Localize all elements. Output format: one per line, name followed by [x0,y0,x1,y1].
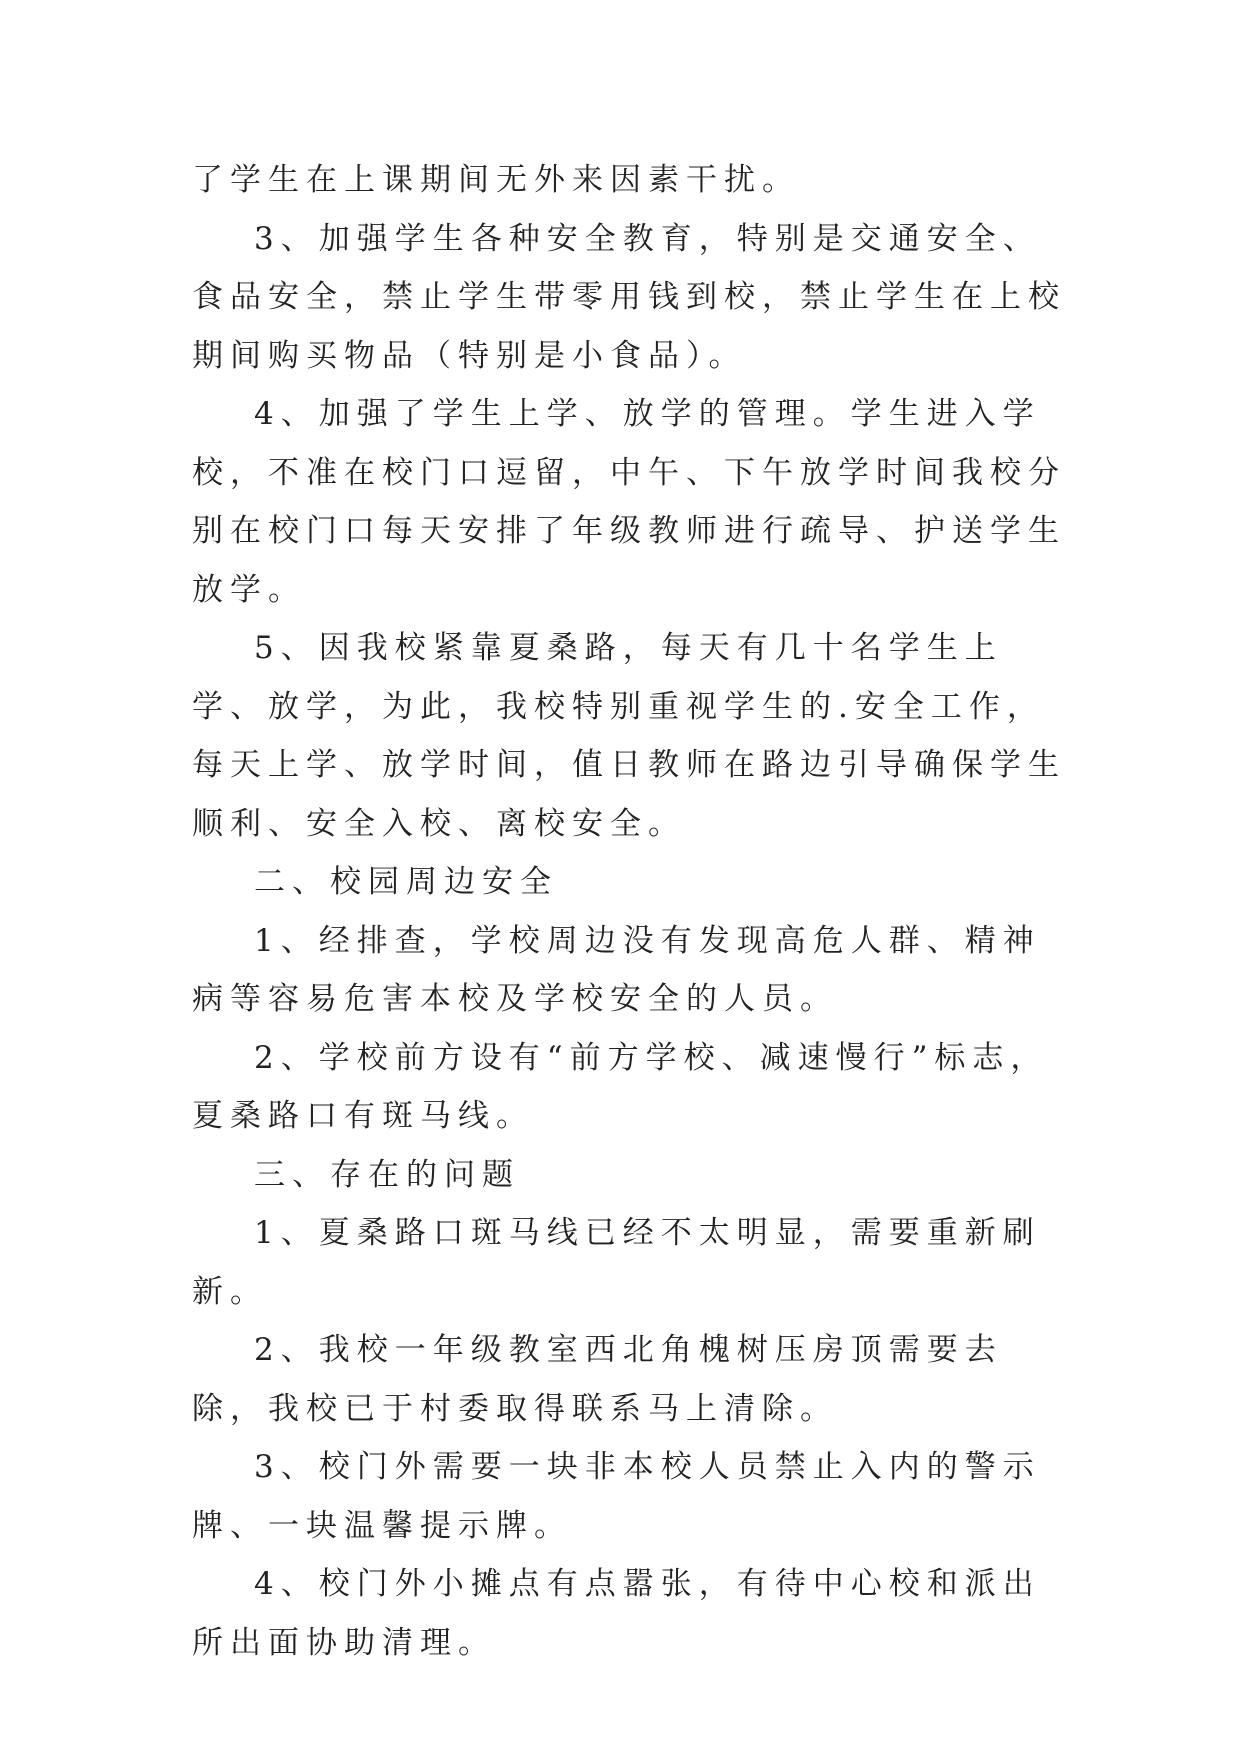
paragraph-item-5: 5、因我校紧靠夏桑路，每天有几十名学生上学、放学，为此，我校特别重视学生的.安全工作，每天上学、放学时间，值日教师在路边引导确保学生顺利、安全入校、离校安全。 [192,630,1066,842]
paragraph-continuation: 了学生在上课期间无外来因素干扰。 [192,162,800,198]
section-heading-campus-surroundings: 二、校园周边安全 [254,864,558,900]
paragraph-item-4: 4、加强了学生上学、放学的管理。学生进入学校，不准在校门口逗留，中午、下午放学时间我校分别在校门口每天安排了年级教师进行疏导、护送学生放学。 [192,396,1066,608]
paragraph-surroundings-1: 1、经排查，学校周边没有发现高危人群、精神病等容易危害本校及学校安全的人员。 [192,922,1041,1017]
paragraph-problem-2: 2、我校一年级教室西北角槐树压房顶需要去除，我校已于村委取得联系马上清除。 [192,1332,1003,1427]
document-body [192,151,1067,1672]
section-heading-existing-problems: 三、存在的问题 [254,1156,520,1193]
paragraph-item-3: 3、加强学生各种安全教育，特别是交通安全、食品安全，禁止学生带零用钱到校，禁止学生在上校期间购买物品（特别是小食品）。 [192,220,1066,374]
paragraph-surroundings-2: 2、学校前方设有“前方学校、减速慢行”标志，夏桑路口有斑马线。 [192,1039,1049,1134]
paragraph-problem-1: 1、夏桑路口斑马线已经不太明显，需要重新刷新。 [192,1215,1041,1310]
paragraph-problem-4: 4、校门外小摊点有点嚣张，有待中心校和派出所出面协助清理。 [192,1566,1041,1661]
paragraph-problem-3: 3、校门外需要一块非本校人员禁止入内的警示牌、一块温馨提示牌。 [192,1449,1041,1544]
